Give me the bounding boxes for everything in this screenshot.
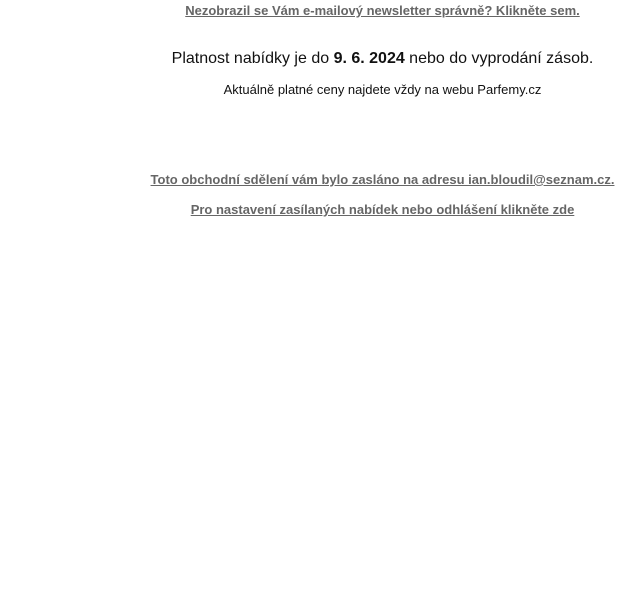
validity-date: 9. 6. 2024: [333, 50, 405, 67]
validity-suffix: nebo do vyprodání zásob.: [404, 50, 594, 67]
prices-note: Aktuálně platné ceny najdete vždy na webu Parfemy.cz: [223, 82, 542, 97]
sent-to-address-link[interactable]: Toto obchodní sdělení vám bylo zasláno na adresu ian.bloudil@seznam.cz.: [150, 172, 615, 187]
validity-prefix: Platnost nabídky je do: [171, 50, 334, 67]
view-online-link[interactable]: Nezobrazil se Vám e-mailový newsletter správně? Klikněte sem.: [185, 3, 580, 18]
unsubscribe-link[interactable]: Pro nastavení zasílaných nabídek nebo odhlášení klikněte zde: [190, 202, 575, 217]
offer-validity: [140, 48, 625, 70]
